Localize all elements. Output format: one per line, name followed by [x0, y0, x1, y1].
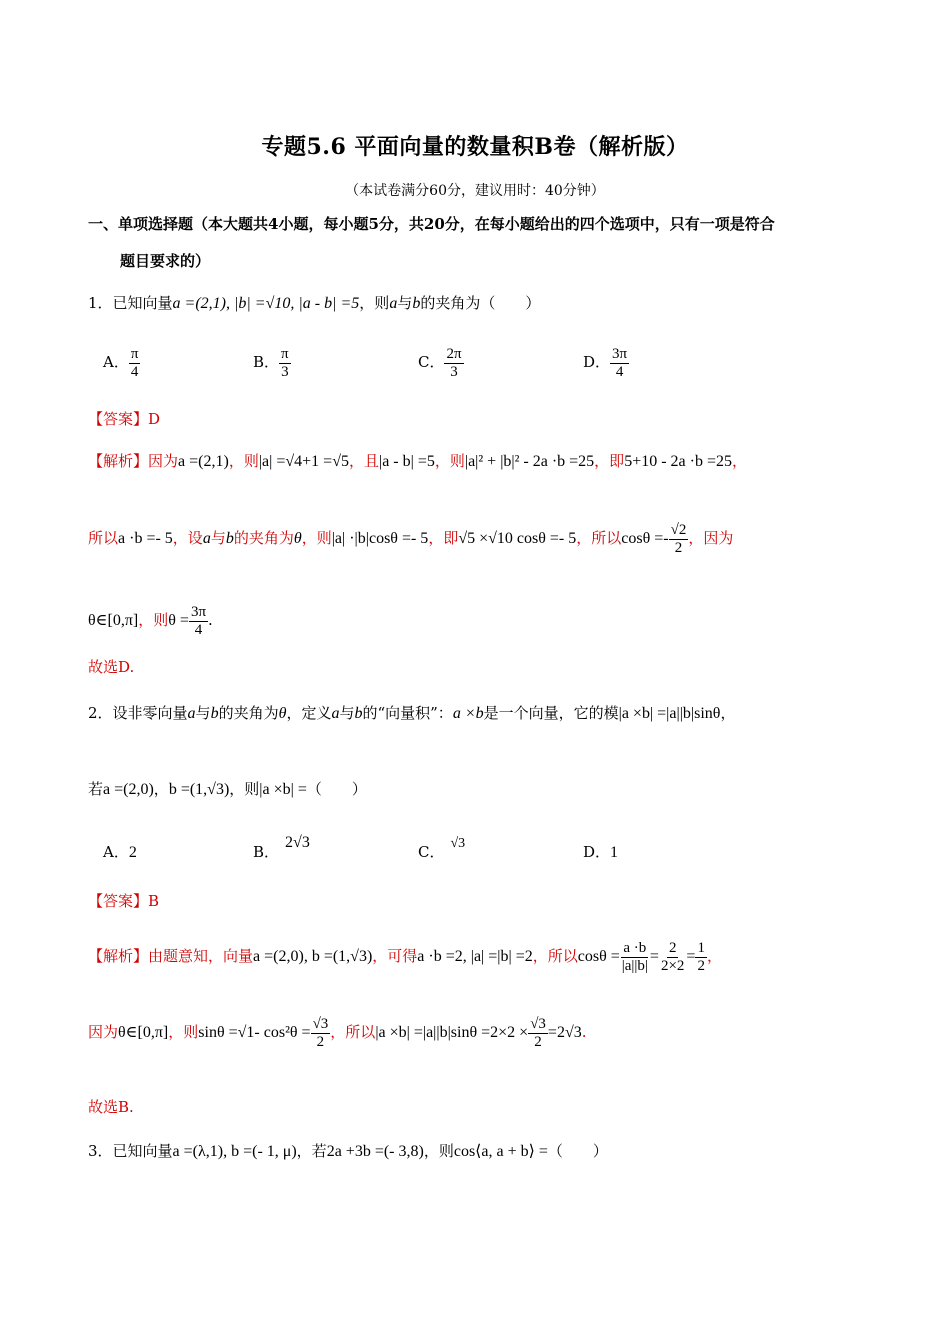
option-value: 2√3	[285, 834, 310, 851]
q2-vec-b: b	[354, 705, 363, 722]
answer-tag: 【答案】	[88, 892, 149, 910]
q3-text: ，则	[423, 1142, 454, 1160]
q3-math: cos⟨a, a + b⟩ =	[453, 1143, 548, 1160]
q2-conclusion: 故选B.	[88, 1098, 134, 1116]
analysis-math: θ	[293, 530, 302, 547]
analysis-math: a =(2,1)	[178, 453, 229, 470]
q2-text: 与	[339, 704, 355, 722]
analysis-math: |a ×b| =|a||b|sinθ =2×2 ×	[375, 1024, 529, 1041]
option-fraction	[129, 346, 141, 380]
analysis-math: cosθ =-	[621, 530, 669, 547]
section-heading-line1: 一、单项选择题（本大题共4小题，每小题5分，共20分，在每小题给出的四个选项中，只有一项是符合	[88, 215, 775, 233]
answer-value: D	[148, 410, 161, 428]
analysis-text: ，且	[348, 452, 379, 470]
analysis-fraction	[620, 940, 650, 974]
analysis-math: θ =	[168, 612, 189, 629]
analysis-math: 5+10 - 2a ·b =25	[624, 453, 732, 470]
frac-den: 4	[615, 363, 624, 380]
frac-num: 1	[697, 940, 705, 956]
option-value: √3	[450, 836, 466, 851]
option-label: C．	[418, 843, 445, 861]
analysis-math: a =(2,0), b =(1,√3)	[253, 948, 373, 965]
analysis-math: =	[686, 948, 696, 965]
analysis-fraction	[311, 1016, 331, 1050]
option-label: A．	[103, 843, 129, 861]
option-value: 2	[128, 844, 137, 861]
frac-den: 3	[450, 363, 458, 380]
frac-den: 4	[194, 621, 203, 638]
q1-option-d	[583, 346, 629, 380]
frac-den: 2	[674, 539, 683, 556]
frac-den: |a||b|	[621, 957, 648, 974]
question-1-stem	[88, 296, 540, 312]
analysis-math: a ·b =2, |a| =|b| =2	[417, 948, 533, 965]
q2-theta: θ	[278, 705, 287, 722]
q3-math: 2a +3b =(- 3,8)	[326, 1143, 424, 1160]
analysis-math: b	[225, 530, 234, 547]
analysis-fraction	[528, 1016, 548, 1050]
analysis-text: ，	[732, 452, 748, 470]
q2-text: ，则	[229, 780, 260, 798]
analysis-text: ，设	[172, 529, 203, 547]
option-value: 1	[610, 844, 619, 861]
q3-math: a =(λ,1), b =(- 1, μ)	[172, 1143, 297, 1160]
analysis-math: |a - b| =5	[378, 453, 435, 470]
analysis-text: ，所以	[532, 947, 578, 965]
frac-den: 4	[130, 363, 139, 380]
q3-text: （ ）	[547, 1142, 608, 1160]
section-heading-line2: 题目要求的）	[120, 252, 211, 270]
q2-option-a	[103, 845, 137, 861]
analysis-text: ，则	[434, 452, 465, 470]
analysis-math: |a|² + |b|² - 2a ·b =25	[464, 453, 595, 470]
analysis-text: ，则	[228, 452, 259, 470]
analysis-math: sinθ =√1- cos²θ =	[198, 1024, 311, 1041]
analysis-text: ，所以	[330, 1023, 376, 1041]
q1-analysis-line3	[88, 604, 213, 638]
q2-text: （ ）	[306, 780, 367, 798]
analysis-text: 所以	[88, 529, 119, 547]
analysis-text: ，则	[301, 529, 332, 547]
q2-number: 2．设非零向量	[88, 704, 188, 722]
analysis-text: ，即	[428, 529, 459, 547]
q1-conclusion: 故选D.	[88, 658, 135, 676]
q2-text: ，	[720, 704, 736, 722]
q3-text: ，若	[296, 1142, 327, 1160]
q2-text: 的“向量积”：	[362, 704, 453, 722]
q1-text: ，则	[359, 294, 390, 312]
analysis-math: |a| =√4+1 =√5	[258, 453, 349, 470]
option-fraction	[279, 346, 291, 380]
q2-math: a =(2,0)	[103, 781, 154, 798]
frac-num: √3	[530, 1016, 546, 1032]
q2-analysis-line2	[88, 1016, 587, 1050]
q3-number: 3．已知向量	[88, 1142, 173, 1160]
q1-option-b	[253, 346, 291, 380]
analysis-math: √5 ×√10 cosθ =- 5	[458, 530, 577, 547]
frac-den: 2×2	[660, 957, 685, 974]
q2-vec-a: a	[331, 705, 340, 722]
answer-value: B	[148, 892, 160, 910]
q1-number: 1．已知向量	[88, 294, 173, 312]
analysis-text: 因为	[88, 1023, 119, 1041]
analysis-math: |a| ·|b|cosθ =- 5	[331, 530, 429, 547]
q1-option-c	[418, 346, 464, 380]
frac-num: a ·b	[623, 940, 647, 956]
frac-num: √2	[670, 522, 687, 538]
q2-analysis-line1	[88, 940, 722, 974]
question-2-stem-line2	[88, 782, 367, 798]
q2-text: ，定义	[286, 704, 332, 722]
option-label: C．	[418, 353, 445, 371]
analysis-math: =	[649, 948, 659, 965]
q2-text: ，	[153, 780, 169, 798]
analysis-text: ，所以	[576, 529, 622, 547]
frac-den: 2	[316, 1033, 325, 1050]
q1-analysis-line2	[88, 522, 733, 556]
analysis-tag: 【解析】	[88, 452, 149, 470]
q2-vec-b: b	[210, 705, 219, 722]
option-label: A．	[103, 353, 129, 371]
analysis-text: ，则	[138, 611, 169, 629]
analysis-text: 与	[210, 529, 226, 547]
option-fraction	[610, 346, 629, 380]
option-label: B．	[253, 353, 280, 371]
analysis-text: 的夹角为	[233, 529, 294, 547]
q2-text: 若	[88, 780, 104, 798]
analysis-text: ，	[706, 947, 722, 965]
answer-tag: 【答案】	[88, 410, 149, 428]
q1-answer	[88, 412, 160, 427]
option-label: B．	[253, 843, 280, 861]
q2-text: 是一个向量，它的模	[483, 704, 619, 722]
analysis-text: 因为	[148, 452, 179, 470]
q2-vec-a: a	[187, 705, 196, 722]
analysis-text: ，因为	[688, 529, 734, 547]
frac-num: √3	[312, 1016, 329, 1032]
analysis-fraction	[189, 604, 208, 638]
q2-answer	[88, 894, 159, 909]
analysis-tag: 【解析】	[88, 947, 149, 965]
frac-num: 2π	[446, 346, 462, 362]
frac-den: 3	[281, 363, 289, 380]
q1-vec-b: b	[412, 295, 421, 312]
q1-text: 与	[397, 294, 413, 312]
q2-cross: a ×b	[452, 705, 484, 722]
analysis-fraction	[659, 940, 686, 974]
q1-analysis-line1	[88, 454, 747, 470]
frac-num: π	[130, 346, 139, 362]
option-label: D．	[583, 843, 611, 861]
analysis-math: cosθ =	[577, 948, 620, 965]
frac-num: 3π	[612, 346, 628, 362]
q2-text: 的夹角为	[218, 704, 279, 722]
frac-den: 2	[534, 1033, 542, 1050]
option-fraction	[444, 346, 463, 380]
analysis-text: ，则	[168, 1023, 199, 1041]
q2-modulus: |a ×b| =|a||b|sinθ	[618, 705, 721, 722]
question-2-stem	[88, 706, 735, 722]
q1-option-a	[103, 346, 140, 380]
question-3-stem	[88, 1144, 608, 1160]
analysis-text: .	[581, 1023, 587, 1041]
page-subtitle: （本试卷满分60分，建议用时：40分钟）	[345, 183, 605, 199]
option-label: D．	[583, 353, 611, 371]
analysis-math: θ∈[0,π]	[118, 1024, 169, 1041]
q1-vec-a: a	[389, 295, 398, 312]
analysis-fraction	[695, 940, 707, 974]
q2-option-c	[418, 836, 466, 861]
q2-math: |a ×b| =	[259, 781, 307, 798]
analysis-text: 由题意知，向量	[148, 947, 254, 965]
frac-num: π	[281, 346, 289, 362]
q1-condition: a =(2,1), |b| =√10, |a - b| =5	[172, 295, 360, 312]
analysis-math: a	[202, 530, 211, 547]
frac-num: 2	[668, 940, 677, 956]
q1-text: 的夹角为（ ）	[420, 294, 541, 312]
analysis-math: θ∈[0,π]	[88, 612, 139, 629]
analysis-fraction	[669, 522, 689, 556]
q2-math: b =(1,√3)	[168, 781, 230, 798]
analysis-math: a ·b =- 5	[118, 530, 173, 547]
analysis-text: ，即	[594, 452, 625, 470]
q2-option-d	[583, 845, 618, 861]
analysis-text: ，可得	[372, 947, 418, 965]
analysis-text: .	[208, 611, 213, 629]
frac-den: 2	[697, 957, 705, 974]
page-title: 专题5.6 平面向量的数量积B卷（解析版）	[261, 134, 689, 160]
analysis-math: =2√3	[547, 1024, 582, 1041]
q2-text: 与	[195, 704, 211, 722]
q2-option-b	[253, 834, 310, 861]
frac-num: 3π	[190, 604, 207, 620]
